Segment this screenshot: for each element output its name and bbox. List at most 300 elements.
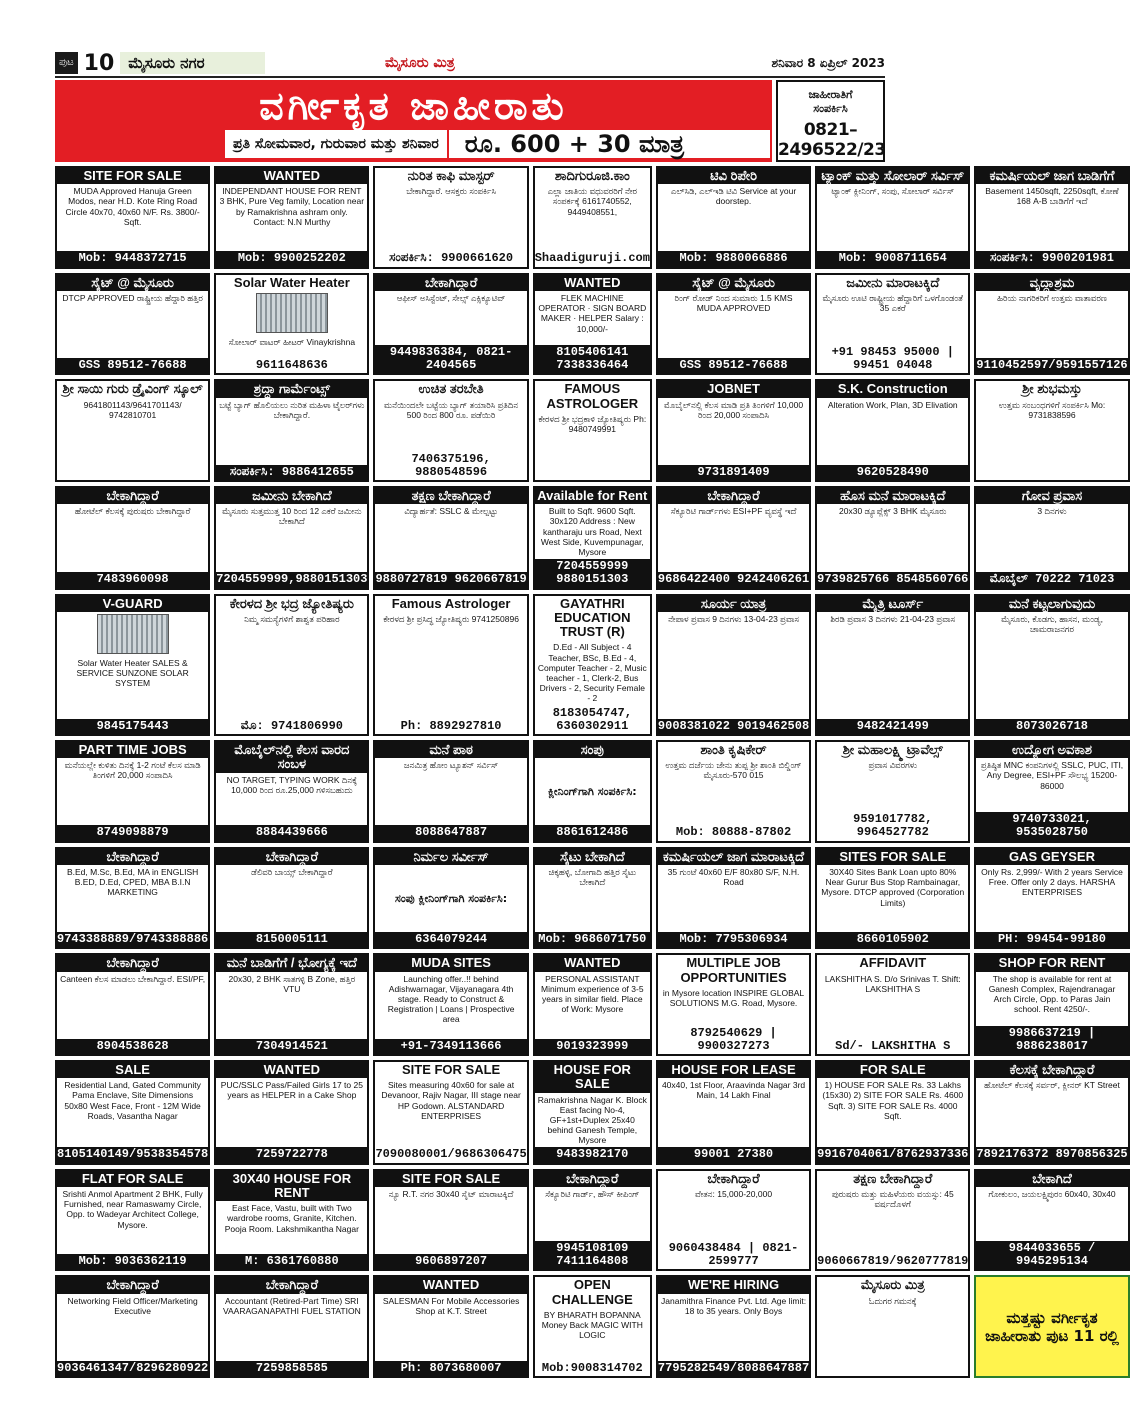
classified-ad bbox=[974, 486, 1129, 590]
issue-date: ಶನಿವಾರ 8 ಏಪ್ರಿಲ್ 2023 bbox=[771, 55, 885, 70]
classified-ad bbox=[656, 740, 811, 843]
classified-ad bbox=[656, 1169, 811, 1272]
classified-ads-grid bbox=[55, 166, 1128, 1378]
ad-body: ಬಟ್ಟೆ ಬ್ಯಾಗ್ ಹೊಲಿಯಲು ನುರಿತ ಮಹಿಳಾ ಟೈಲರ್‌ಗಳು ಬೇಕಾಗಿದ್ದಾರೆ. bbox=[219, 399, 365, 420]
ad-title: ಉಚಿತ ತರಬೇತಿ bbox=[418, 381, 484, 397]
ad-phone: 9449836384, 0821-2404565 bbox=[375, 345, 526, 373]
ad-phone: Ph: 8892927810 bbox=[400, 718, 502, 733]
ad-body: Alteration Work, Plan, 3D Elivation bbox=[827, 399, 958, 410]
ad-phone: 7259722778 bbox=[216, 1147, 367, 1162]
ad-title: S.K. Construction bbox=[817, 381, 968, 397]
ad-title: ಮೈಸೂರು ಮಿತ್ರ bbox=[860, 1277, 925, 1293]
ad-body: ಕೇರಳದ ಶ್ರೀ ಭದ್ರಕಾಳಿ ಜ್ಯೋತಿಷ್ಯರು Ph: 9480749991 bbox=[538, 413, 647, 435]
header-rule bbox=[55, 76, 885, 78]
ad-title: ವೃದ್ಧಾಶ್ರಮ bbox=[976, 275, 1127, 291]
ad-body: ಶಿರಡಿ ಪ್ರವಾಸ 3 ದಿನಗಳು 21-04-23 ಪ್ರವಾಸ bbox=[830, 613, 956, 624]
ad-body: INDEPENDANT HOUSE FOR RENT 3 BHK, Pure Veg family, Location near by Ramakrishna ashram only. Contact: N.N Murthy bbox=[219, 186, 365, 227]
ad-body: ಸೆಕ್ಯೂರಿಟಿ ಗಾರ್ಡ್, ಹೌಸ್ ಕೀಪಿಂಗ್ bbox=[545, 1188, 640, 1199]
classified-ad bbox=[533, 953, 652, 1056]
ad-body: Only Rs. 2,999/- With 2 years Service Free. Offer only 2 days. HARSHA ENTERPRISES bbox=[981, 866, 1123, 898]
ad-body: B.Ed, M.Sc, B.Ed, MA in ENGLISH B.ED, D.Ed, CPED, MBA B.I.N MARKETING bbox=[66, 866, 199, 898]
contact-line1: ಜಾಹೀರಾತಿಗೆ bbox=[808, 88, 853, 101]
ad-body: ಸೋಲಾರ್ ವಾಟರ್ ಹೀಟರ್ Vinaykrishna bbox=[228, 336, 356, 347]
classified-ad bbox=[656, 953, 811, 1056]
ad-phone: 9880727819 9620667819 bbox=[375, 572, 527, 587]
classified-ad bbox=[656, 1060, 811, 1165]
ad-body: ಹೋಟೆಲ್ ಕೆಲಸಕ್ಕೆ ಸರ್ವರ್, ಕ್ಲೀನರ್ KT Street bbox=[984, 1080, 1120, 1091]
banner-strip bbox=[225, 130, 770, 158]
ad-phone: 9740733021, 9535028750 bbox=[976, 812, 1127, 840]
ad-phone: 8073026718 bbox=[976, 719, 1127, 734]
ad-body: ಟ್ಯಾಂಕ್ ಕ್ಲೀನಿಂಗ್, ಸಂಪು, ಸೋಲಾರ್ ಸರ್ವಿಸ್ bbox=[831, 186, 955, 197]
ad-title: GAS GEYSER bbox=[976, 849, 1127, 865]
ad-phone: Mob: 9900252202 bbox=[216, 251, 367, 266]
ad-title: HOUSE FOR SALE bbox=[535, 1062, 650, 1093]
ad-title: SITES FOR SALE bbox=[817, 849, 968, 865]
ad-phone: Mob: 9686071750 bbox=[535, 932, 650, 947]
ad-body: ಜನಮಿತ್ರ ಹೋಂ ಟ್ಯೂಶನ್ ಸರ್ವಿಸ್ bbox=[403, 760, 499, 771]
classified-ad bbox=[55, 379, 210, 482]
ad-title: ಬೇಕಾಗಿದ್ದಾರೆ bbox=[535, 1171, 650, 1187]
classified-ad bbox=[373, 273, 528, 376]
classified-ad bbox=[55, 273, 210, 376]
ad-title: SITE FOR SALE bbox=[375, 1171, 526, 1187]
ad-phone: Mob: 7795306934 bbox=[658, 932, 809, 947]
ad-phone: 9060438484 | 0821-2599777 bbox=[668, 1240, 799, 1269]
classified-ad bbox=[533, 1060, 652, 1165]
ad-title: ಜಮೀನು ಮಾರಾಟಕ್ಕಿದೆ bbox=[846, 274, 940, 290]
ad-phone: 7406375196, 9880548596 bbox=[411, 451, 491, 479]
classified-ad bbox=[974, 847, 1129, 950]
ad-phone: Mob: 9448372715 bbox=[57, 251, 208, 266]
ad-title: ಶ್ರೀ ಶುಭಮಸ್ತು bbox=[1022, 381, 1082, 397]
contact-line2: ಸಂಪರ್ಕಿಸಿ bbox=[813, 102, 848, 115]
ad-body: 30X40 Sites Bank Loan upto 80% Near Gurur Bus Stop Rambainagar, Mysore. DTCP approved (Corporation Limits) bbox=[821, 866, 965, 908]
ad-title: ತಕ್ಷಣ ಬೇಕಾಗಿದ್ದಾರೆ bbox=[375, 488, 526, 504]
classified-ad bbox=[373, 953, 528, 1056]
ad-title: ಬೇಕಾಗಿದ್ದಾರೆ bbox=[658, 488, 809, 504]
ad-title: ಉದ್ಯೋಗ ಅವಕಾಶ bbox=[976, 742, 1127, 758]
classified-ad bbox=[55, 1275, 210, 1378]
classified-ad bbox=[533, 847, 652, 950]
ad-body: ಹೋಟೆಲ್ ಕೆಲಸಕ್ಕೆ ಪುರುಷರು ಬೇಕಾಗಿದ್ದಾರೆ bbox=[74, 506, 191, 517]
ad-phone: +91-7349113666 bbox=[375, 1039, 526, 1054]
ad-phone: Mob: 9036362119 bbox=[57, 1254, 208, 1269]
ad-phone: 9620528490 bbox=[817, 465, 968, 480]
classified-ad bbox=[533, 273, 652, 376]
ad-body: D.Ed - All Subject - 4 Teacher, BSc, B.Ed - 4, Computer Teacher - 2, Music teacher - 1, Clerk-2, Bus Drivers - 2, Security Female - 2 bbox=[537, 642, 647, 704]
ad-phone: 8105406141 7338336464 bbox=[535, 345, 650, 373]
ad-phone: 7892176372 8970856325 bbox=[976, 1147, 1128, 1162]
ad-title: OPEN CHALLENGE bbox=[551, 1277, 633, 1307]
ad-phone: 8884439666 bbox=[216, 825, 367, 840]
ad-body: ಮತ್ತಷ್ಟು ವರ್ಗೀಕೃತ ಜಾಹೀರಾತು ಪುಟ 11 ರಲ್ಲಿ bbox=[985, 1308, 1119, 1345]
contact-phone: 0821–2496522/23 bbox=[778, 120, 886, 160]
ad-rate: ರೂ. 600 + 30 ಮಾತ್ರ bbox=[464, 130, 685, 158]
ad-title: 30X40 HOUSE FOR RENT bbox=[216, 1171, 367, 1202]
ad-phone: 9986637219 | 9886238017 bbox=[976, 1026, 1127, 1054]
ad-body: FLEK MACHINE OPERATOR · SIGN BOARD MAKER · HELPER Salary : 10,000/- bbox=[538, 292, 647, 334]
classified-ad bbox=[815, 847, 970, 950]
ad-title: ಟಿವಿ ರಿಪೇರಿ bbox=[658, 168, 809, 184]
ad-body: 9641801143/9641701143/ 9742810701 bbox=[83, 399, 182, 420]
ad-phone: ಸಂಪರ್ಕಿಸಿ: 9900661620 bbox=[389, 251, 514, 266]
classified-ad bbox=[815, 166, 970, 269]
ad-body: ಮನೆಯಿಂದಲೇ ಬಟ್ಟೆಯ ಬ್ಯಾಗ್ ತಯಾರಿಸಿ ಪ್ರತಿದಿನ 500 ರಿಂದ 800 ರೂ. ಪಡೆಯಿರಿ bbox=[384, 399, 519, 420]
ad-body: ಎಲ್ಲಾ ಜಾತಿಯ ವಧುವರರಿಗೆ ನೇರ ಸಂಪರ್ಕಕ್ಕೆ 6161740552, 9449408551, bbox=[547, 186, 638, 217]
ad-body: ಚಿಕ್ಕಹಳ್ಳಿ, ಬೋಗಾದಿ ಹತ್ತಿರ ಸೈಟು ಬೇಕಾಗಿದೆ bbox=[548, 866, 637, 888]
classified-ad bbox=[533, 166, 652, 269]
ad-body: Ramakrishna Nagar K. Block East facing No-4, GF+1st+Duplex 25x40 behind Ganesh Temple, Mysore bbox=[537, 1094, 647, 1146]
ad-title: SITE FOR SALE bbox=[401, 1061, 501, 1077]
ad-body: 35 ಗುಂಟೆ 40x60 E/F 80x80 S/F, N.H. Road bbox=[667, 866, 800, 888]
classified-ad bbox=[55, 953, 210, 1056]
page-header bbox=[55, 52, 885, 74]
classified-ad bbox=[55, 1169, 210, 1272]
ad-body: Accountant (Retired-Part Time) SRI VAARAGANAPATHI FUEL STATION bbox=[222, 1295, 361, 1316]
ad-body: 20x30, 2 BHK ಸಾತಗಳ್ಳಿ B Zone, ಹತ್ತಿರ VTU bbox=[228, 973, 356, 994]
ad-body: ಗೋಕುಲಂ, ಜಯಲಕ್ಷ್ಮಿಪುರಂ 60x40, 30x40 bbox=[988, 1188, 1116, 1199]
classified-ad bbox=[373, 594, 528, 736]
ad-body: ನೇಪಾಳ ಪ್ರವಾಸ 9 ದಿನಗಳು 13-04-23 ಪ್ರವಾಸ bbox=[668, 613, 799, 624]
ad-phone: 9036461347/8296280922 bbox=[57, 1360, 209, 1375]
ad-body: Sites measuring 40x60 for sale at Devanoor, Rajiv Nagar, III stage near HP Godown. ALSTANDARD ENTERPRISES bbox=[381, 1080, 521, 1121]
classified-ad bbox=[974, 1169, 1129, 1272]
classified-ad bbox=[373, 166, 528, 269]
classified-ad bbox=[373, 379, 528, 482]
classified-ad bbox=[373, 1169, 528, 1272]
ad-body: ಮೊಬೈಲ್‌ನಲ್ಲಿ ಕೆಲಸ ಮಾಡಿ ಪ್ರತಿ ತಿಂಗಳಿಗೆ 10,000 ರಿಂದ 20,000 ಸಂಪಾದಿಸಿ bbox=[663, 399, 804, 420]
ad-title: ಬೇಕಾಗಿದೆ bbox=[976, 1171, 1127, 1187]
ad-body: ನಿಮ್ಮ ಸಮಸ್ಯೆಗಳಿಗೆ ಶಾಶ್ವತ ಪರಿಹಾರ bbox=[244, 613, 340, 624]
ad-title: ನುರಿತ ಕಾಫಿ ಮಾಸ್ಟರ್ bbox=[407, 168, 495, 183]
ad-title: MUDA SITES bbox=[375, 955, 526, 971]
ad-title: AFFIDAVIT bbox=[859, 955, 927, 971]
ad-phone: Shaadiguruji.com bbox=[534, 251, 650, 266]
ad-phone: 7304914521 bbox=[216, 1039, 367, 1054]
ad-body: The shop is available for rent at Ganesh Complex, Rajendranagar Arch Circle, Opp. to Paras Jain school. Rent 4250/-. bbox=[988, 973, 1116, 1015]
ad-phone: ಸಂಪರ್ಕಿಸಿ: 9886412655 bbox=[216, 465, 367, 480]
ad-phone: Mob:9008314702 bbox=[541, 1360, 643, 1375]
section-name: ಮೈಸೂರು ನಗರ bbox=[120, 52, 264, 74]
ad-phone: 7259858585 bbox=[216, 1361, 367, 1376]
classified-ad bbox=[214, 1060, 369, 1165]
classified-ad bbox=[55, 740, 210, 843]
ad-phone: Mob: 9880066886 bbox=[658, 251, 809, 266]
ad-title: ಬೇಕಾಗಿದ್ದಾರೆ bbox=[57, 488, 208, 504]
ad-title: ಮನೆ ಪಾಠ bbox=[375, 742, 526, 758]
ad-title: ಕೇರಳದ ಶ್ರೀ ಭದ್ರ ಜ್ಯೋತಿಷ್ಯರು bbox=[229, 595, 354, 611]
ad-body: ಕೇರಳದ ಶ್ರೀ ಪ್ರಸಿದ್ಧ ಜ್ಯೋತಿಷ್ಯರು 9741250896 bbox=[383, 613, 519, 624]
ad-phone: 9483982170 bbox=[535, 1147, 650, 1162]
classified-ad bbox=[815, 740, 970, 843]
ad-title: Solar Water Heater bbox=[233, 274, 350, 290]
ad-body: 20x30 ಡ್ಯೂಪ್ಲೆಕ್ಸ್ 3 BHK ಮೈಸೂರು bbox=[839, 506, 947, 517]
classified-ad bbox=[974, 273, 1129, 376]
ad-phone: ಮೊ: 9741806990 bbox=[240, 718, 343, 733]
ad-title: WE'RE HIRING bbox=[658, 1277, 809, 1293]
ad-body: Residential Land, Gated Community Pama Enclave, Site Dimensions 50x80 West Face, Front - 12M Wide Roads, Vasantha Nagar bbox=[64, 1080, 201, 1121]
ad-body: Launching offer..!! behind Adishwarnagar, Vijayanagara 4th stage. Ready to Construct & Registration | Loans | Prospective area bbox=[387, 973, 515, 1025]
ad-phone: 9606897207 bbox=[375, 1254, 526, 1269]
ad-phone: 9686422400 9242406261 bbox=[657, 572, 810, 587]
classified-ad bbox=[815, 1060, 970, 1165]
ad-title: WANTED bbox=[216, 1062, 367, 1078]
classified-ad bbox=[214, 953, 369, 1056]
ad-body: ಬೇಕಾಗಿದ್ದಾರೆ. ಆಸಕ್ತರು ಸಂಪರ್ಕಿಸಿ bbox=[406, 186, 496, 197]
ad-body: in Mysore location INSPIRE GLOBAL SOLUTIONS M.G. Road, Mysore. bbox=[662, 987, 805, 1009]
ad-phone: GSS 89512-76688 bbox=[57, 358, 208, 373]
ad-phone: 8792540629 | 9900327273 bbox=[690, 1025, 777, 1053]
solar-heater-image bbox=[256, 293, 328, 333]
ad-title: SITE FOR SALE bbox=[57, 168, 208, 184]
ad-body: Janamithra Finance Pvt. Ltd. Age limit: 18 to 35 years. Only Boys bbox=[661, 1295, 807, 1316]
classified-ad bbox=[214, 847, 369, 950]
ad-body: ಮನೆಯಲ್ಲೇ ಕುಳಿತು ದಿನಕ್ಕೆ 1-2 ಗಂಟೆ ಕೆಲಸ ಮಾಡಿ ತಿಂಗಳಿಗೆ 20,000 ಸಂಪಾದಿಸಿ bbox=[64, 760, 201, 781]
ad-phone: 7204559999 9880151303 bbox=[535, 559, 650, 587]
ad-body: ಉತ್ತಮ ದರ್ಜೆಯ ಜೇನು ತುಪ್ಪ ಶ್ರೀ ಶಾಂತಿ ಬಿಲ್ಡಿಂಗ್ ಮೈಸೂರು-570 015 bbox=[665, 760, 802, 781]
ad-title: Available for Rent bbox=[535, 488, 650, 504]
ad-body: Canteen ಕೆಲಸ ಮಾಡಲು ಬೇಕಾಗಿದ್ದಾರೆ. ESI/PF, bbox=[60, 973, 206, 984]
classified-ad bbox=[373, 486, 528, 590]
classified-ad bbox=[974, 594, 1129, 736]
ad-phone: Ph: 8073680007 bbox=[375, 1361, 526, 1376]
ad-title: WANTED bbox=[535, 275, 650, 291]
classified-ad bbox=[656, 847, 811, 950]
ad-phone: 99001 27380 bbox=[658, 1147, 809, 1162]
ad-body: ಹಿರಿಯ ನಾಗರಿಕರಿಗೆ ಉತ್ತಮ ವಾತಾವರಣ bbox=[997, 292, 1107, 303]
ad-body: PERSONAL ASSISTANT Minimum experience of 3-5 years in similar field. Place of Work: Mysore bbox=[541, 973, 644, 1015]
ad-phone: 8660105902 bbox=[817, 932, 968, 947]
ad-title: ಟ್ಯಾಂಕ್ ಮತ್ತು ಸೋಲಾರ್ ಸರ್ವಿಸ್ bbox=[817, 168, 968, 184]
ad-body: ವಿದ್ಯಾರ್ಹತೆ: SSLC & ಮೇಲ್ಪಟ್ಟು bbox=[404, 506, 498, 517]
classified-ad bbox=[974, 379, 1129, 482]
ad-body: ಎಲ್‌ಸಿಡಿ, ಎಲ್‌ಇಡಿ ಟಿವಿ Service at your doorstep. bbox=[670, 186, 797, 207]
ad-title: ಸಂಪು bbox=[535, 742, 650, 758]
ad-phone: 9844033655 / 9945295134 bbox=[976, 1241, 1127, 1269]
classified-ad bbox=[214, 166, 369, 269]
classified-ad bbox=[55, 594, 210, 736]
ad-title: ಬೇಕಾಗಿದ್ದಾರೆ bbox=[57, 955, 208, 971]
ad-title: WANTED bbox=[216, 168, 367, 184]
ad-contact-box bbox=[776, 80, 885, 162]
classified-ad bbox=[55, 1060, 210, 1165]
ad-phone: 8183054747, 6360302911 bbox=[552, 705, 632, 733]
ad-title: SHOP FOR RENT bbox=[976, 955, 1127, 971]
ad-body: SALESMAN For Mobile Accessories Shop at K.T. Street bbox=[382, 1295, 520, 1316]
classifieds-banner bbox=[55, 80, 772, 162]
classified-ad bbox=[533, 1275, 652, 1378]
ad-title: JOBNET bbox=[658, 381, 809, 397]
classified-ad bbox=[974, 953, 1129, 1056]
ad-title: ಶಾದಿಗುರೂಜಿ.ಕಾಂ bbox=[554, 168, 630, 183]
ad-title: ಮೈತ್ರಿ ಟೂರ್ಸ್ bbox=[817, 596, 968, 612]
ad-title: ಮೊಬೈಲ್‌ನಲ್ಲಿ ಕೆಲಸ ವಾರದ ಸಂಬಳ bbox=[216, 742, 367, 773]
ad-phone: 8861612486 bbox=[535, 825, 650, 840]
ad-title: ಬೇಕಾಗಿದ್ದಾರೆ bbox=[707, 1170, 760, 1186]
ad-phone: 9060667819/9620777819 bbox=[817, 1254, 969, 1269]
ad-title: ಶ್ರೀ ಸಾಯಿ ಗುರು ಡ್ರೈವಿಂಗ್ ಸ್ಕೂಲ್ bbox=[62, 381, 203, 397]
ad-title: PART TIME JOBS bbox=[57, 742, 208, 758]
ad-title: ಜಮೀನು ಬೇಕಾಗಿದೆ bbox=[216, 488, 367, 504]
ad-body: ಆಫೀಸ್ ಅಸಿಸ್ಟೆಂಟ್, ಸೇಲ್ಸ್ ಎಕ್ಸಿಕ್ಯೂಟಿವ್ bbox=[396, 292, 506, 303]
ad-body: ಪ್ರವಾಸ ವಿವರಗಳು bbox=[868, 760, 918, 771]
ad-title: ಮನೆ ಕಟ್ಟಲಾಗುವುದು bbox=[976, 596, 1127, 612]
classified-ad bbox=[214, 273, 369, 376]
classified-ad bbox=[815, 486, 970, 590]
classified-ad bbox=[656, 166, 811, 269]
classified-ad bbox=[815, 379, 970, 482]
ad-title: ಕೆಲಸಕ್ಕೆ ಬೇಕಾಗಿದ್ದಾರೆ bbox=[976, 1062, 1127, 1078]
ad-title: ಹೊಸ ಮನೆ ಮಾರಾಟಕ್ಕಿದೆ bbox=[817, 488, 968, 504]
ad-body: DTCP APPROVED ರಾಷ್ಟ್ರೀಯ ಹೆದ್ದಾರಿ ಹತ್ತಿರ bbox=[62, 292, 203, 303]
ad-body: ವೇತನ: 15,000-20,000 bbox=[695, 1188, 773, 1199]
ad-title: GAYATHRI EDUCATION TRUST (R) bbox=[554, 595, 631, 640]
ad-title: ಮನೆ ಬಾಡಿಗೆಗೆ / ಭೋಗ್ಯಕ್ಕೆ ಇದೆ bbox=[216, 955, 367, 971]
ad-body: East Face, Vastu, built with Two wardrobe rooms, Granite, Kitchen. Pooja Room. Lakshmikantha Nagar bbox=[224, 1203, 359, 1234]
ad-body: ಸಂಪು ಕ್ಲೀನಿಂಗ್‌ಗಾಗಿ ಸಂಪರ್ಕಿಸಿ: bbox=[395, 891, 508, 905]
classified-ad bbox=[656, 273, 811, 376]
ad-title: ಸೈಟ್ @ ಮೈಸೂರು bbox=[658, 275, 809, 291]
masthead-brand: ಮೈಸೂರು ಮಿತ್ರ bbox=[385, 55, 455, 71]
classified-ad bbox=[815, 953, 970, 1056]
ad-body: ಸೆಕ್ಯೂರಿಟಿ ಗಾರ್ಡ್‌ಗಳು ESI+PF ವ್ಯವಸ್ಥೆ ಇದೆ bbox=[670, 506, 797, 517]
banner-title: ವರ್ಗೀಕೃತ ಜಾಹೀರಾತು bbox=[259, 84, 568, 128]
ad-body: ಪುರುಷರು ಮತ್ತು ಮಹಿಳೆಯರು ವಯಸ್ಸು: 45 ವರ್ಷದೊಳಗೆ bbox=[831, 1188, 954, 1210]
ad-phone: 6364079244 bbox=[375, 932, 526, 947]
ad-phone: 9916704061/8762937336 bbox=[817, 1147, 969, 1162]
ad-title: FAMOUS ASTROLOGER bbox=[546, 381, 639, 411]
ad-phone: Mob: 9008711654 bbox=[817, 251, 968, 266]
ad-body: 3 ದಿನಗಳು bbox=[1037, 506, 1067, 517]
classified-ad bbox=[533, 486, 652, 590]
ad-title: MULTIPLE JOB OPPORTUNITIES bbox=[680, 955, 787, 985]
ad-body: 1) HOUSE FOR SALE Rs. 33 Lakhs (15x30) 2) SITE FOR SALE Rs. 4600 Sqft. 3) SITE FOR SALE Rs. 4000 Sqft. bbox=[822, 1080, 964, 1121]
ad-body: LAKSHITHA S. D/o Srinivas T. Shift: LAKSHITHA S bbox=[824, 973, 961, 994]
ad-phone: 8105140149/9538354578 bbox=[57, 1147, 209, 1162]
ad-title: ಶಾಂತಿ ಕೃಷಿಕೇರ್ bbox=[700, 741, 767, 757]
publishing-days: ಪ್ರತಿ ಸೋಮವಾರ, ಗುರುವಾರ ಮತ್ತು ಶನಿವಾರ bbox=[225, 130, 449, 158]
solar-heater-image bbox=[97, 614, 169, 654]
ad-body: ಓದುಗರ ಗಮನಕ್ಕೆ bbox=[868, 1295, 917, 1306]
ad-body: Basement 1450sqft, 2250sqft, ಕೋಣೆ 168 A-B ಬಾಡಿಗೆಗೆ ಇದೆ bbox=[985, 186, 1119, 207]
ad-title: ಸೈಟ್ @ ಮೈಸೂರು bbox=[57, 275, 208, 291]
classified-ad bbox=[815, 1169, 970, 1272]
classified-ad bbox=[373, 1060, 528, 1165]
classified-ad bbox=[974, 1060, 1129, 1165]
ad-phone: 7090080001/9686306475 bbox=[375, 1147, 527, 1162]
ad-phone: ಸಂಪರ್ಕಿಸಿ: 9900201981 bbox=[976, 251, 1127, 266]
classified-ad bbox=[214, 594, 369, 736]
ad-phone: 9845175443 bbox=[57, 719, 208, 734]
ad-phone: 9731891409 bbox=[658, 465, 809, 480]
ad-phone: 9591017782, 9964527782 bbox=[853, 812, 933, 840]
ad-phone: 9008381022 9019462508 bbox=[657, 718, 810, 733]
ad-title: ಶ್ರೀ ಮಹಾಲಕ್ಷ್ಮಿ ಟ್ರಾವೆಲ್ಸ್ bbox=[842, 741, 943, 757]
page-number: 10 bbox=[83, 50, 115, 76]
ad-phone: 9482421499 bbox=[817, 719, 968, 734]
ad-title: WANTED bbox=[535, 955, 650, 971]
ad-title: ಕಮರ್ಷಿಯಲ್ ಜಾಗ ಬಾಡಿಗೆಗೆ bbox=[976, 168, 1127, 184]
ad-title: ಗೋವ ಪ್ರವಾಸ bbox=[976, 488, 1127, 504]
ad-title: SALE bbox=[57, 1062, 208, 1078]
ad-body: ಮೈಸೂರು, ಕೊಡಗು, ಹಾಸನ, ಮಂಡ್ಯ, ಚಾಮರಾಜನಗರ bbox=[1001, 613, 1103, 635]
classified-ad bbox=[373, 847, 528, 950]
ad-title: HOUSE FOR LEASE bbox=[658, 1062, 809, 1078]
classified-ad bbox=[974, 1275, 1129, 1378]
ad-phone: 9743388889/9743388886 bbox=[57, 932, 209, 947]
classified-ad bbox=[656, 1275, 811, 1378]
ad-body: Srishti Anmol Apartment 2 BHK, Fully Furnished, near Ramaswamy Circle, Opp. to Wadeyar Architect College, Mysore. bbox=[62, 1188, 203, 1230]
classified-ad bbox=[214, 486, 369, 590]
ad-body: MUDA Approved Hanuja Green Modos, near H.D. Kote Ring Road Circle 40x70, 40x60 N/F. Rs. 3800/- Sqft. bbox=[65, 186, 200, 227]
ad-body: ನ್ಯೂ R.T. ನಗರ 30x40 ಸೈಟ್ ಮಾರಾಟಕ್ಕಿದೆ bbox=[388, 1188, 514, 1199]
ad-body: Solar Water Heater SALES & SERVICE SUNZONE SOLAR SYSTEM bbox=[76, 657, 189, 689]
ad-body: Networking Field Officer/Marketing Executive bbox=[67, 1295, 198, 1316]
classified-ad bbox=[815, 594, 970, 736]
ad-phone: M: 6361760880 bbox=[216, 1254, 367, 1269]
ad-phone: 9945108109 7411164808 bbox=[535, 1241, 650, 1269]
ad-body: ಉತ್ತಮ ಸಂಬಂಧಗಳಿಗೆ ಸಂಪರ್ಕಿಸಿ Mo: 9731838596 bbox=[998, 399, 1106, 420]
page-label: ಪುಟ bbox=[55, 52, 78, 74]
classified-ad bbox=[55, 486, 210, 590]
ad-title: ಬೇಕಾಗಿದ್ದಾರೆ bbox=[216, 1277, 367, 1293]
ad-title: V-GUARD bbox=[57, 596, 208, 612]
ad-body: 40x40, 1st Floor, Araavinda Nagar 3rd Main, 14 Lakh Final bbox=[661, 1080, 806, 1101]
ad-body: NO TARGET, TYPING WORK ದಿನಕ್ಕೆ 10,000 ರಿಂದ ರೂ.25,000 ಗಳಿಸಬಹುದು bbox=[226, 774, 358, 795]
ad-phone: 9110452597/9591557126 bbox=[976, 358, 1128, 373]
ad-phone: 9019323999 bbox=[535, 1039, 650, 1054]
ad-title: ಕಮರ್ಷಿಯಲ್ ಜಾಗ ಮಾರಾಟಕ್ಕಿದೆ bbox=[658, 849, 809, 865]
ad-body: PUC/SSLC Pass/Failed Girls 17 to 25 years as HELPER in a Cake Shop bbox=[220, 1080, 363, 1101]
classified-ad bbox=[656, 594, 811, 736]
ad-title: Famous Astrologer bbox=[391, 595, 511, 611]
classified-ad bbox=[533, 379, 652, 482]
ad-body: ಪ್ರತಿಷ್ಠಿತ MNC ಕಂಪನಿಗಳಲ್ಲಿ SSLC, PUC, ITI, Any Degree, ESI+PF ಸೌಲಭ್ಯ 15200-86000 bbox=[980, 760, 1124, 791]
ad-title: ಸೈಟು ಬೇಕಾಗಿದೆ bbox=[535, 849, 650, 865]
ad-title: FOR SALE bbox=[817, 1062, 968, 1078]
classified-ad bbox=[373, 740, 528, 843]
classified-ad bbox=[373, 1275, 528, 1378]
ad-title: ತಕ್ಷಣ ಬೇಕಾಗಿದ್ದಾರೆ bbox=[853, 1170, 933, 1186]
ad-phone: 8749098879 bbox=[57, 825, 208, 840]
ad-title: ನಿರ್ಮಲ ಸರ್ವೀಸ್ bbox=[375, 849, 526, 865]
ad-phone: Mob: 80888-87802 bbox=[675, 825, 792, 840]
classified-ad bbox=[815, 273, 970, 376]
ad-phone: 8088647887 bbox=[375, 825, 526, 840]
classified-ad bbox=[974, 740, 1129, 843]
ad-phone: ಮೊಬೈಲ್ 70222 71023 bbox=[976, 572, 1127, 587]
ad-phone: Sd/- LAKSHITHA S bbox=[835, 1038, 951, 1053]
classified-ad bbox=[214, 740, 369, 843]
classified-ad bbox=[656, 379, 811, 482]
ad-title: ಬೇಕಾಗಿದ್ದಾರೆ bbox=[57, 1277, 208, 1293]
ad-body: ಕ್ಲೀನಿಂಗ್‌ಗಾಗಿ ಸಂಪರ್ಕಿಸಿ: bbox=[547, 784, 637, 798]
ad-phone: 9739825766 8548560766 bbox=[817, 572, 969, 587]
ad-body: Built to Sqft. 9600 Sqft. 30x120 Address : New kantharaju urs Road, Next West Side, Kuvempunagar, Mysore bbox=[540, 506, 644, 558]
ad-title: ಬೇಕಾಗಿದ್ದಾರೆ bbox=[375, 275, 526, 291]
ad-phone: 7483960098 bbox=[57, 572, 208, 587]
classified-ad bbox=[656, 486, 811, 590]
ad-title: WANTED bbox=[375, 1277, 526, 1293]
ad-title: FLAT FOR SALE bbox=[57, 1171, 208, 1187]
classified-ad bbox=[214, 379, 369, 482]
ad-phone: +91 98453 95000 | 99451 04048 bbox=[831, 344, 954, 373]
classified-ad bbox=[214, 1275, 369, 1378]
ad-body: BY BHARATH BOPANNA Money Back MAGIC WITH LOGIC bbox=[541, 1309, 643, 1341]
classified-ad bbox=[55, 166, 210, 269]
ad-body: ಮೈಸೂರು ಸುತ್ತಮುತ್ತ 10 ರಿಂದ 12 ಎಕರೆ ಜಮೀನು ಬೇಕಾಗಿದೆ bbox=[222, 506, 362, 527]
